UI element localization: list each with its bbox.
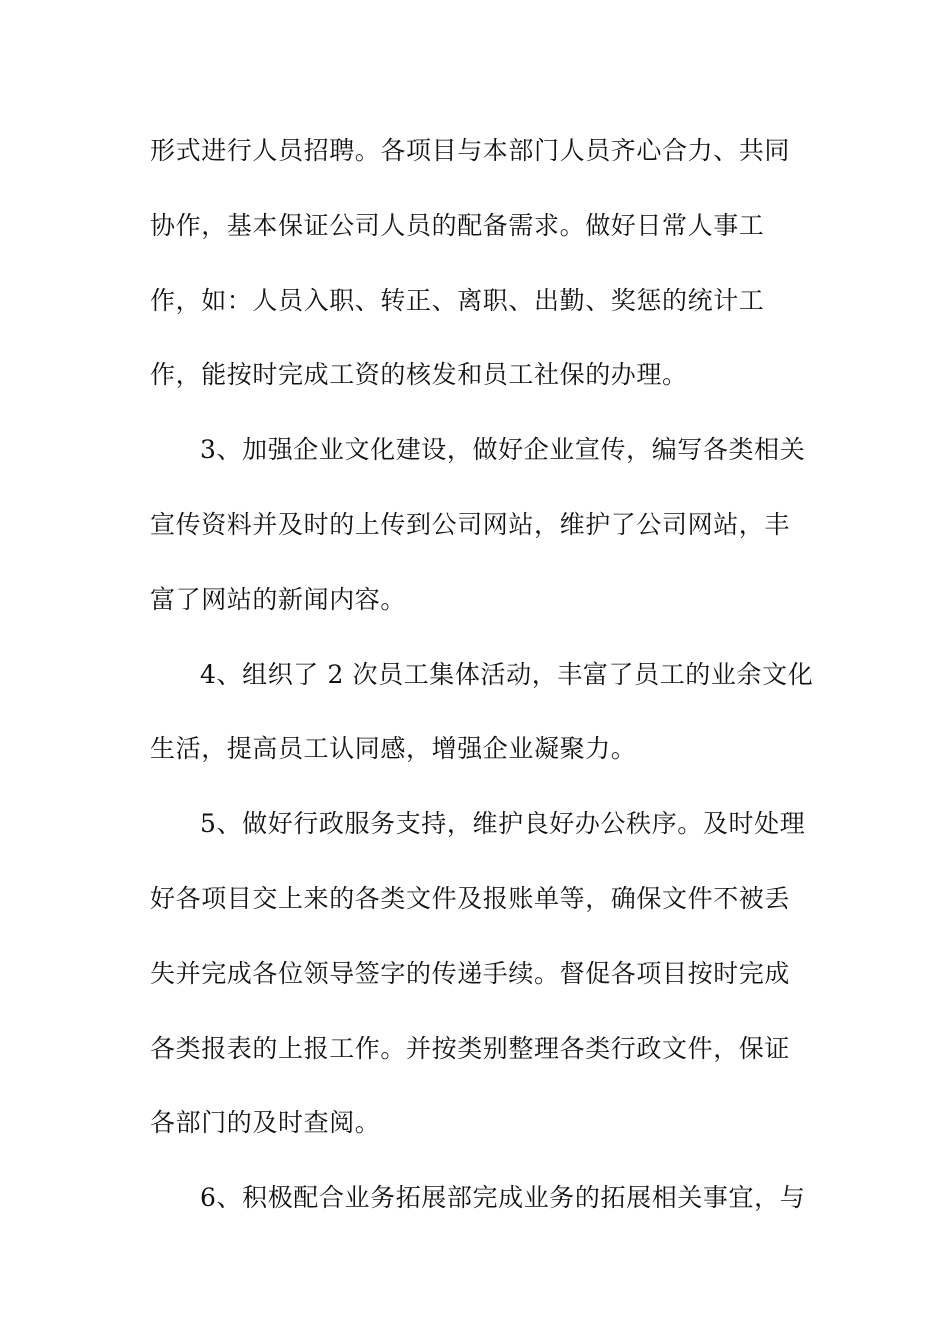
text-line: 宣传资料并及时的上传到公司网站，维护了公司网站，丰: [150, 509, 791, 539]
text-line: 各类报表的上报工作。并按类别整理各类行政文件，保证: [150, 1033, 791, 1063]
text-line: 各部门的及时查阅。: [150, 1108, 381, 1138]
text-line: 生活，提高员工认同感，增强企业凝聚力。: [150, 734, 637, 764]
text-line: 作，能按时完成工资的核发和员工社保的办理。: [150, 360, 688, 390]
text-line: 协作，基本保证公司人员的配备需求。做好日常人事工: [150, 210, 765, 240]
text-line: 好各项目交上来的各类文件及报账单等，确保文件不被丢: [150, 883, 791, 913]
document-body: [150, 114, 814, 1236]
text-line: 6、积极配合业务拓展部完成业务的拓展相关事宜，与: [200, 1183, 806, 1213]
text-line: 4、组织了 2 次员工集体活动，丰富了员工的业余文化: [200, 659, 814, 689]
text-line: 失并完成各位领导签字的传递手续。督促各项目按时完成: [150, 958, 791, 988]
text-line: 5、做好行政服务支持，维护良好办公秩序。及时处理: [200, 809, 806, 839]
text-line: 形式进行人员招聘。各项目与本部门人员齐心合力、共同: [150, 136, 791, 165]
text-line: 3、加强企业文化建设，做好企业宣传，编写各类相关: [200, 435, 806, 465]
text-line: 作，如：人员入职、转正、离职、出勤、奖惩的统计工: [150, 285, 765, 315]
text-line: 富了网站的新闻内容。: [150, 584, 407, 614]
